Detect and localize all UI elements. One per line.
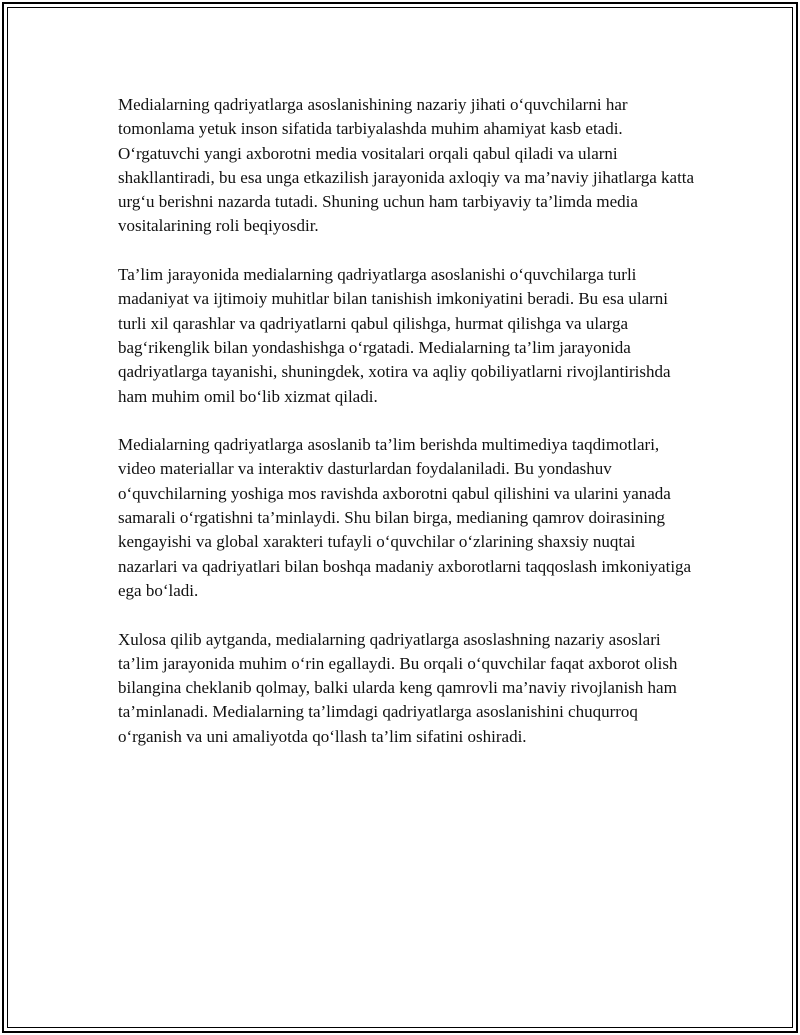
document-body xyxy=(118,93,698,773)
paragraph-2: Ta’lim jarayonida medialarning qadriyatlarga asoslanishi o‘quvchilarga turli madaniyat va ijtimoiy muhitlar bilan tanishish imkoniyatini beradi. Bu esa ularni turli xil qarashlar va qadriyatlarni qabul qilishga, hurmat qilishga va ularga bag‘rikenglik bilan yondashishga o‘rgatadi. Medialarning ta’lim jarayonida qadriyatlarga tayanishi, shuningdek, xotira va aqliy qobiliyatlarni rivojlantirishda ham muhim omil bo‘lib xizmat qiladi. xyxy=(118,265,671,406)
paragraph-1: Medialarning qadriyatlarga asoslanishining nazariy jihati o‘quvchilarni har tomonlama yetuk inson sifatida tarbiyalashda muhim ahamiyat kasb etadi. O‘rgatuvchi yangi axborotni media vositalari orqali qabul qiladi va ularni shakllantiradi, bu esa unga etkazilish jarayonida axloqiy va ma’naviy jihatlarga katta urg‘u berishni nazarda tutadi. Shuning uchun ham tarbiyaviy ta’limda media vositalarining roli beqiyosdir. xyxy=(118,95,695,236)
paragraph-4: Xulosa qilib aytganda, medialarning qadriyatlarga asoslashning nazariy asoslari ta’lim jarayonida muhim o‘rin egallaydi. Bu orqali o‘quvchilar faqat axborot olish bilangina cheklanib qolmay, balki ularda keng qamrovli ma’naviy rivojlanish ham ta’minlanadi. Medialarning ta’limdagi qadriyatlarga asoslanishini chuqurroq o‘rganish va uni amaliyotda qo‘llash ta’lim sifatini oshiradi. xyxy=(118,629,678,746)
paragraph-3: Medialarning qadriyatlarga asoslanib ta’lim berishda multimediya taqdimotlari, video materiallar va interaktiv dasturlardan foydalaniladi. Bu yondashuv o‘quvchilarning yoshiga mos ravishda axborotni qabul qilishini va ularini yanada samarali o‘rgatishni ta’minlaydi. Shu bilan birga, medianing qamrov doirasining kengayishi va global xarakteri tufayli o‘quvchilar o‘zlarining shaxsiy nuqtai nazarlari va qadriyatlari bilan boshqa madaniy axborotlarni taqqoslash imkoniyatiga ega bo‘ladi. xyxy=(118,435,692,600)
